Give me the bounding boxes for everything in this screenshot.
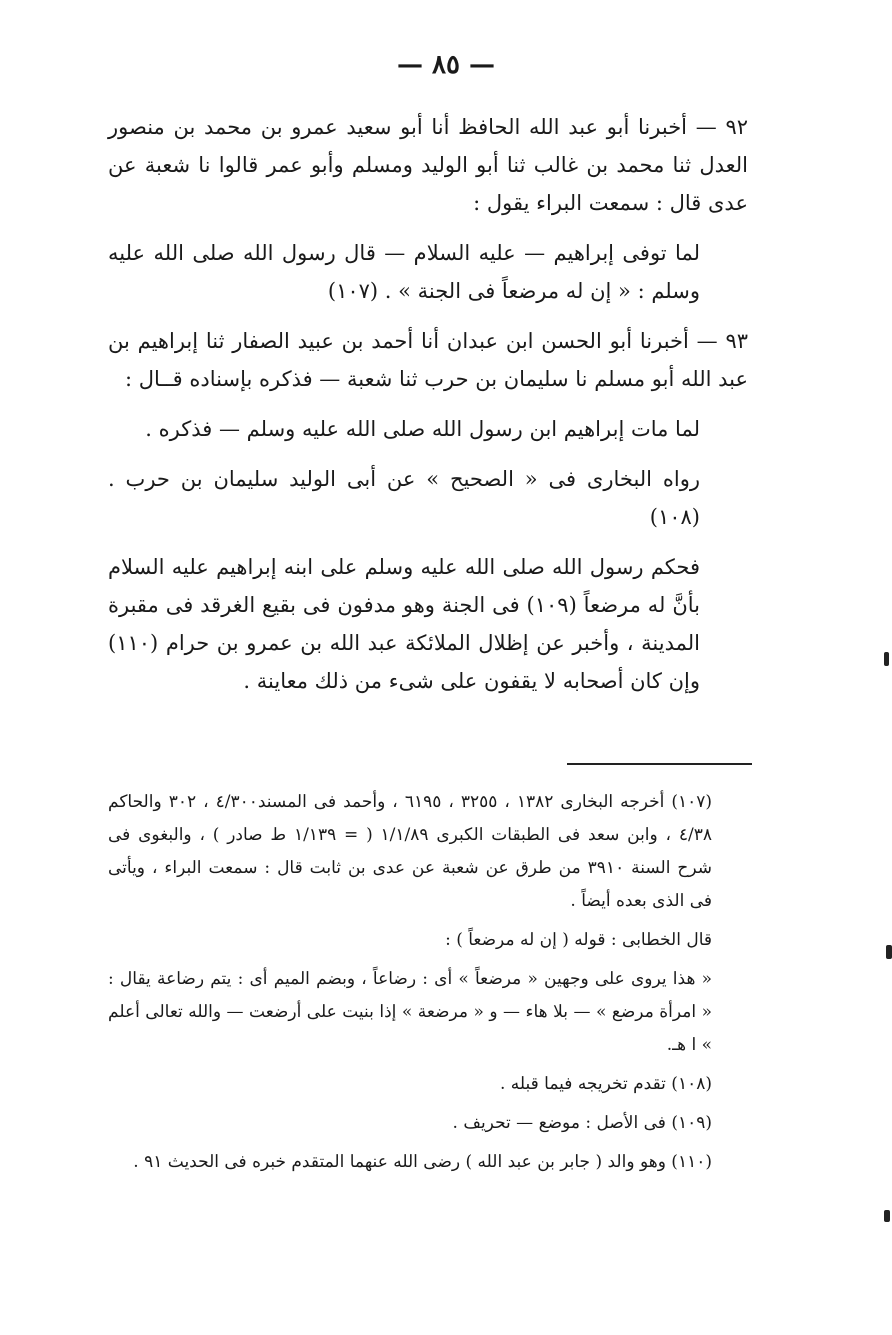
- hadith-93-matn: لما مات إبراهيم ابن رسول الله صلى الله عليه وسلم — فذكره .: [145, 417, 700, 441]
- footnote-109: (١٠٩) فى الأصل : موضع — تحريف .: [452, 1113, 712, 1133]
- footnote-107-quote: « هذا يروى على وجهين « مرضعاً » أى : رضاعاً ، وبضم الميم أى : يتم رضاعة يقال : « امرأة مرضع » — بلا هاء — و « مرضعة » إذا بنيت على أرضعت — والله تعالى أعلم » ا هـ.: [108, 969, 712, 1055]
- scan-mark: [884, 652, 889, 666]
- scan-mark: [884, 1210, 890, 1222]
- hadith-93-source: رواه البخارى فى « الصحيح » عن أبى الوليد سليمان بن حرب . (١٠٨): [108, 467, 700, 529]
- footnote-110: (١١٠) وهو والد ( جابر بن عبد الله ) رضى الله عنهما المتقدم خبره فى الحديث ٩١ .: [133, 1152, 712, 1172]
- commentary-paragraph: فحكم رسول الله صلى الله عليه وسلم على ابنه إبراهيم عليه السلام بأنَّ له مرضعاً (١٠٩) فى الجنة وهو مدفون فى بقيع الغرقد فى مقبرة المدينة ، وأخبر عن إظلال الملائكة عبد الله بن عمرو بن حرام (١١٠) وإن كان أصحابه لا يقفون على شىء من ذلك معاينة .: [108, 555, 700, 693]
- hadith-92-matn: لما توفى إبراهيم — عليه السلام — قال رسول الله صلى الله عليه وسلم : « إن له مرضعاً فى الجنة » . (١٠٧): [108, 241, 700, 303]
- footnote-107: (١٠٧) أخرجه البخارى ١٣٨٢ ، ٣٢٥٥ ، ٦١٩٥ ، وأحمد فى المسند٤/٣٠٠ ، ٣٠٢ والحاكم ٤/٣٨ ، وابن سعد فى الطبقات الكبرى ١/١/٨٩ ( = ١/١٣٩ ط صادر ) ، والبغوى فى شرح السنة ٣٩١٠ من طرق عن شعبة عن عدى بن ثابت قال : سمعت البراء ، ويأتى فى الذى بعده أيضاً .: [108, 792, 713, 911]
- footnote-108: (١٠٨) تقدم تخريجه فيما قبله .: [499, 1074, 712, 1094]
- page-number: — ٨٥ —: [396, 50, 496, 80]
- footnote-divider: [567, 763, 752, 765]
- footnotes: [108, 786, 748, 1185]
- scan-mark: [886, 945, 892, 959]
- hadith-92-isnad: ٩٢ — أخبرنا أبو عبد الله الحافظ أنا أبو سعيد عمرو بن محمد بن منصور العدل ثنا محمد بن غالب ثنا أبو الوليد ومسلم وأبو عمر قالوا نا شعبة عن عدى قال : سمعت البراء يقول :: [108, 115, 748, 215]
- hadith-93-isnad: ٩٣ — أخبرنا أبو الحسن ابن عبدان أنا أحمد بن عبيد الصفار ثنا إبراهيم بن عبد الله أبو مسلم نا سليمان بن حرب ثنا شعبة — فذكره بإسناده قــال :: [108, 329, 748, 391]
- footnote-107-khattabi: قال الخطابى : قوله ( إن له مرضعاً ) :: [445, 930, 712, 950]
- main-text: [108, 108, 748, 712]
